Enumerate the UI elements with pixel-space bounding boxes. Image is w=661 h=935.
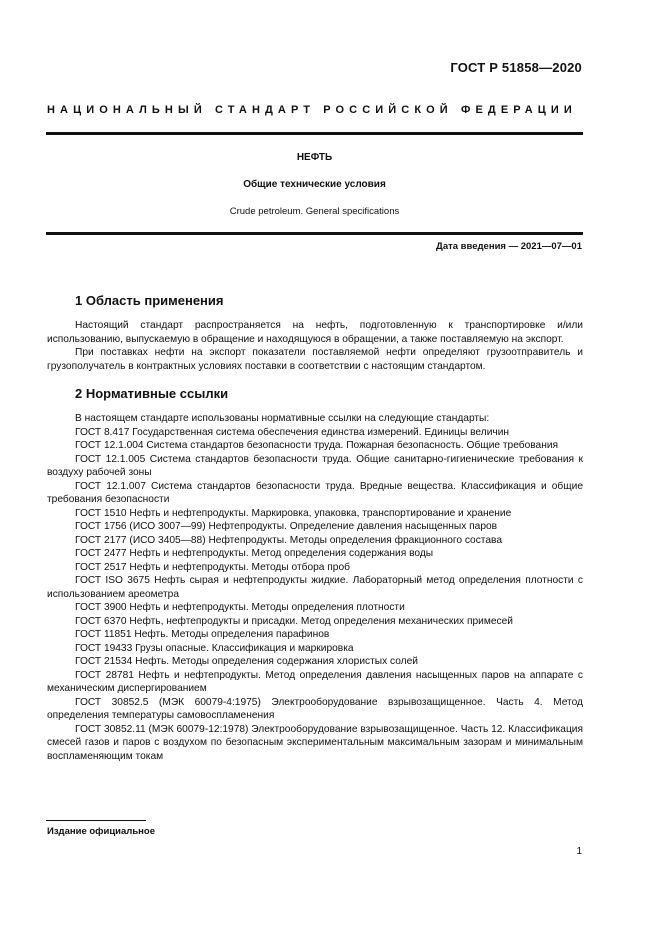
reference-item: ГОСТ 1756 (ИСО 3007—99) Нефтепродукты. Определение давления насыщенных паров [75,521,498,532]
bottom-rule [46,232,583,235]
section-2-heading: 2 Нормативные ссылки [75,386,229,401]
document-body [47,293,583,763]
footer-rule [46,820,146,821]
reference-item: ГОСТ 19433 Грузы опасные. Классификация и маркировка [75,642,354,654]
top-rule [46,132,583,135]
reference-item: ГОСТ 12.1.005 Система стандартов безопасности труда. Общие санитарно-гигиенические требования к воздуху рабочей зоны [47,453,583,478]
national-standard-title: НАЦИОНАЛЬНЫЙ СТАНДАРТ РОССИЙСКОЙ ФЕДЕРАЦИИ [47,104,577,116]
gost-number: ГОСТ Р 51858—2020 [450,60,582,75]
edition-label: Издание официальное [47,826,155,837]
reference-item: ГОСТ 6370 Нефть, нефтепродукты и присадки. Метод определения механических примесей [75,615,513,627]
reference-item: ГОСТ 30852.11 (МЭК 60079-12:1978) Электрооборудование взрывозащищенное. Часть 12. Классификация смесей газов и паров с воздухом по безопасным экспериментальным максимальным зазорам и минимальным воспламеняющим токам [47,723,583,762]
document-english-title: Crude petroleum. General specifications [229,206,400,217]
reference-item: ГОСТ 2517 Нефть и нефтепродукты. Методы отбора проб [75,561,350,573]
reference-item: ГОСТ 21534 Нефть. Методы определения содержания хлористых солей [75,656,418,667]
reference-item: ГОСТ 1510 Нефть и нефтепродукты. Маркировка, упаковка, транспортирование и хранение [75,507,512,519]
reference-item: ГОСТ 2477 Нефть и нефтепродукты. Метод определения содержания воды [75,548,434,559]
reference-item: ГОСТ 12.1.004 Система стандартов безопасности труда. Пожарная безопасность. Общие требования [75,440,559,451]
reference-item: ГОСТ ISO 3675 Нефть сырая и нефтепродукты жидкие. Лабораторный метод определения плотности с использованием ареометра [47,575,583,600]
document-title: НЕФТЬ [296,152,333,163]
section-1-paragraph: Настоящий стандарт распространяется на нефть, подготовленную к транспортировке и/или использованию, выпускаемую в обращение и находящуюся в обращении, а также поставляемую на экспорт. [47,320,583,345]
document-subtitle: Общие технические условия [243,179,386,190]
reference-item: ГОСТ 28781 Нефть и нефтепродукты. Метод определения давления насыщенных паров на аппарате с механическим диспергированием [47,669,583,694]
section-1-heading: 1 Область применения [75,293,224,308]
intro-date: Дата введения — 2021—07—01 [436,241,582,252]
section-2-intro: В настоящем стандарте использованы нормативные ссылки на следующие стандарты: [75,413,490,424]
reference-item: ГОСТ 12.1.007 Система стандартов безопасности труда. Вредные вещества. Классификация и общие требования безопасности [47,480,583,505]
page-number: 1 [576,846,582,857]
reference-item: ГОСТ 8.417 Государственная система обеспечения единства измерений. Единицы величин [75,426,510,438]
section-1-paragraph: При поставках нефти на экспорт показатели поставляемой нефти определяют грузоотправитель и грузополучатель в контрактных условиях поставки в соответствии с настоящим стандартом. [47,347,583,372]
reference-item: ГОСТ 11851 Нефть. Методы определения парафинов [75,629,330,640]
reference-item: ГОСТ 30852.5 (МЭК 60079-4:1975) Электрооборудование взрывозащищенное. Часть 4. Метод определения температуры самовоспламенения [47,696,583,721]
reference-item: ГОСТ 3900 Нефть и нефтепродукты. Методы определения плотности [75,602,405,613]
reference-item: ГОСТ 2177 (ИСО 3405—88) Нефтепродукты. Методы определения фракционного состава [75,534,502,546]
